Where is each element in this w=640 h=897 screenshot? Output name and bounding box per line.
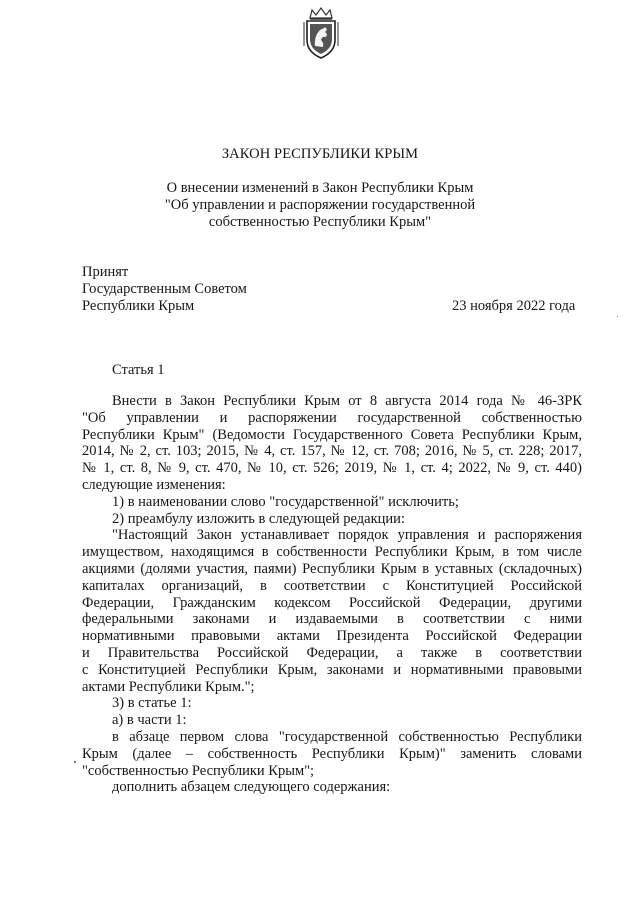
body-line: и Правительства Российской Федерации, а также в соответствии — [82, 644, 582, 661]
body-line: имуществом, находящимся в собственности Республики Крым, в том числе — [82, 544, 582, 561]
body-line: 2) преамбулу изложить в следующей редакции: — [112, 510, 405, 527]
adoption-date: 23 ноября 2022 года — [452, 298, 576, 314]
scan-speck — [74, 761, 76, 763]
body-line: 1) в наименовании слово "государственной" исключить; — [112, 493, 459, 510]
body-line: "Настоящий Закон устанавливает порядок управления и распоряжения — [112, 527, 582, 544]
subtitle-line: "Об управлении и распоряжении государственной — [164, 197, 476, 213]
law-subtitle — [0, 180, 640, 231]
body-line: 2014, № 2, ст. 103; 2015, № 4, ст. 157, № 12, ст. 708; 2016, № 5, ст. 228; 2017, — [82, 443, 582, 460]
scan-speck — [617, 316, 618, 317]
article-heading: Статья 1 — [112, 362, 165, 378]
body-line: дополнить абзацем следующего содержания: — [112, 779, 391, 796]
article-body — [82, 393, 582, 796]
body-line: нормативными правовыми актами Президента Российской Федерации — [82, 628, 582, 645]
body-line: актами Республики Крым."; — [82, 678, 255, 695]
body-line: акциями (долями участия, паями) Республики Крым в уставных (складочных) — [82, 560, 582, 577]
body-line: 3) в статье 1: — [112, 695, 192, 712]
body-line: а) в части 1: — [112, 712, 187, 729]
adopted-block — [82, 264, 247, 315]
body-line: Республики Крым" (Ведомости Государственного Совета Республики Крым, — [82, 426, 582, 443]
body-line: Внести в Закон Республики Крым от 8 августа 2014 года № 46-ЗРК — [112, 393, 582, 409]
adopted-line: Принят — [82, 264, 129, 280]
crimea-coat-of-arms-icon — [302, 6, 340, 60]
body-line: федеральными законами и издаваемыми в соответствии с ними — [82, 611, 582, 628]
body-line: "Об управлении и распоряжении государственной собственностью — [82, 409, 582, 426]
adopted-line: Республики Крым — [82, 298, 195, 314]
adopted-line: Государственным Советом — [82, 281, 247, 297]
subtitle-line: О внесении изменений в Закон Республики Крым — [166, 180, 474, 196]
body-line: Федерации, Гражданским кодексом Российской Федерации, другими — [82, 594, 582, 611]
body-line: следующие изменения: — [82, 476, 226, 493]
body-line: Крым (далее – собственность Республики Крым)" заменить словами — [82, 745, 582, 762]
body-line: № 1, ст. 8, № 9, ст. 470, № 10, ст. 526; 2019, № 1, ст. 4; 2022, № 9, ст. 440) — [82, 460, 582, 477]
body-line: капиталах организаций, в соответствии с Конституцией Российской — [82, 577, 582, 594]
body-line: с Конституцией Республики Крым, законами и нормативными правовыми — [82, 661, 582, 678]
subtitle-line: собственностью Республики Крым" — [208, 214, 432, 230]
law-title: ЗАКОН РЕСПУБЛИКИ КРЫМ — [221, 146, 419, 162]
body-line: "собственностью Республики Крым"; — [82, 762, 315, 779]
body-line: в абзаце первом слова "государственной собственностью Республики — [112, 728, 582, 745]
